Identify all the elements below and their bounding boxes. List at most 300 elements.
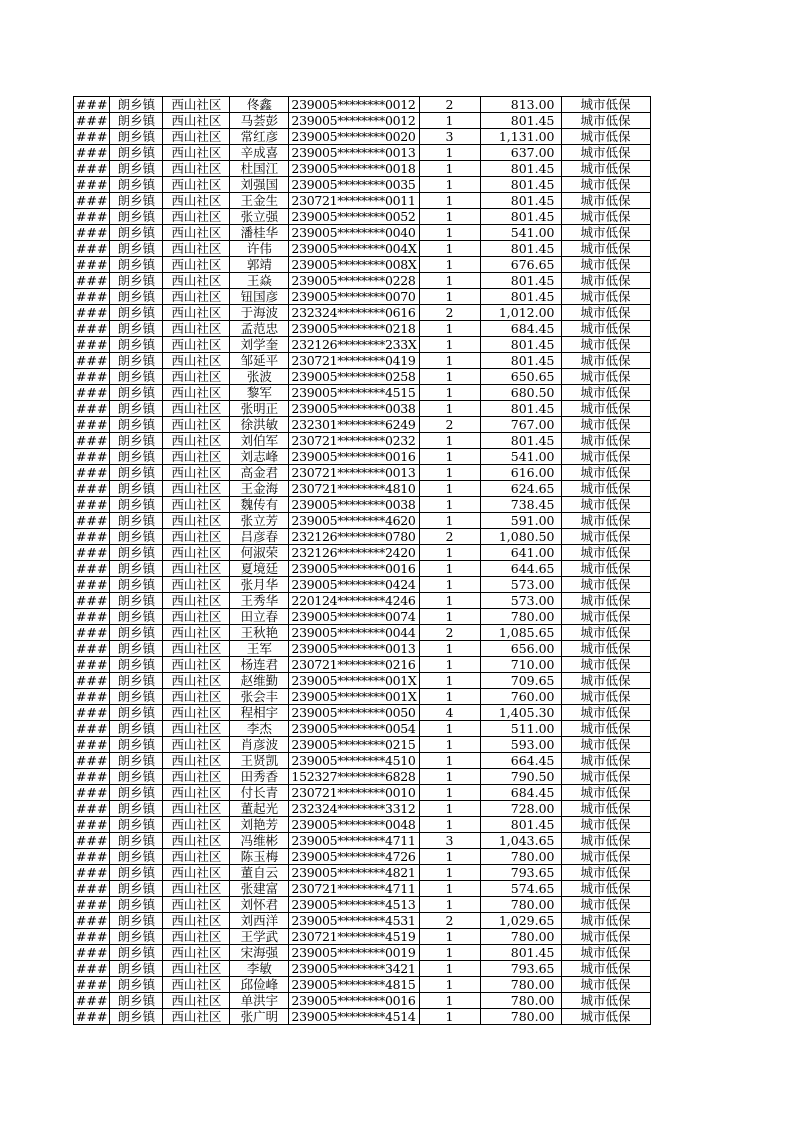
id-number-cell[interactable]: 239005********0035 (289, 177, 419, 193)
amount-cell[interactable]: 541.00 (480, 449, 561, 465)
aid-type-cell[interactable]: 城市低保 (561, 753, 650, 769)
community-cell[interactable]: 西山社区 (163, 785, 230, 801)
amount-cell[interactable]: 593.00 (480, 737, 561, 753)
aid-type-cell[interactable]: 城市低保 (561, 849, 650, 865)
amount-cell[interactable]: 664.45 (480, 753, 561, 769)
community-cell[interactable]: 西山社区 (163, 817, 230, 833)
aid-type-cell[interactable]: 城市低保 (561, 737, 650, 753)
name-cell[interactable]: 刘学奎 (230, 337, 289, 353)
name-cell[interactable]: 张波 (230, 369, 289, 385)
town-cell[interactable]: 朗乡镇 (110, 625, 163, 641)
name-cell[interactable]: 王学武 (230, 929, 289, 945)
community-cell[interactable]: 西山社区 (163, 593, 230, 609)
aid-type-cell[interactable]: 城市低保 (561, 705, 650, 721)
amount-cell[interactable]: 801.45 (480, 241, 561, 257)
town-cell[interactable]: 朗乡镇 (110, 129, 163, 145)
amount-cell[interactable]: 676.65 (480, 257, 561, 273)
household-count-cell[interactable]: 1 (419, 609, 480, 625)
id-number-cell[interactable]: 232126********2420 (289, 545, 419, 561)
name-cell[interactable]: 张会丰 (230, 689, 289, 705)
name-cell[interactable]: 刘志峰 (230, 449, 289, 465)
name-cell[interactable]: 许伟 (230, 241, 289, 257)
row-index-cell[interactable]: ### (74, 977, 110, 993)
row-index-cell[interactable]: ### (74, 865, 110, 881)
name-cell[interactable]: 张立芳 (230, 513, 289, 529)
aid-type-cell[interactable]: 城市低保 (561, 881, 650, 897)
community-cell[interactable]: 西山社区 (163, 353, 230, 369)
id-number-cell[interactable]: 239005********0012 (289, 113, 419, 129)
id-number-cell[interactable]: 230721********0010 (289, 785, 419, 801)
community-cell[interactable]: 西山社区 (163, 881, 230, 897)
amount-cell[interactable]: 780.00 (480, 977, 561, 993)
name-cell[interactable]: 辛成喜 (230, 145, 289, 161)
town-cell[interactable]: 朗乡镇 (110, 545, 163, 561)
household-count-cell[interactable]: 1 (419, 561, 480, 577)
name-cell[interactable]: 杜国江 (230, 161, 289, 177)
amount-cell[interactable]: 801.45 (480, 945, 561, 961)
town-cell[interactable]: 朗乡镇 (110, 609, 163, 625)
household-count-cell[interactable]: 1 (419, 897, 480, 913)
community-cell[interactable]: 西山社区 (163, 177, 230, 193)
amount-cell[interactable]: 511.00 (480, 721, 561, 737)
community-cell[interactable]: 西山社区 (163, 913, 230, 929)
aid-type-cell[interactable]: 城市低保 (561, 385, 650, 401)
community-cell[interactable]: 西山社区 (163, 401, 230, 417)
household-count-cell[interactable]: 1 (419, 193, 480, 209)
amount-cell[interactable]: 801.45 (480, 817, 561, 833)
name-cell[interactable]: 孟范忠 (230, 321, 289, 337)
id-number-cell[interactable]: 230721********0011 (289, 193, 419, 209)
community-cell[interactable]: 西山社区 (163, 737, 230, 753)
household-count-cell[interactable]: 1 (419, 481, 480, 497)
id-number-cell[interactable]: 239005********0044 (289, 625, 419, 641)
name-cell[interactable]: 李敏 (230, 961, 289, 977)
town-cell[interactable]: 朗乡镇 (110, 785, 163, 801)
household-count-cell[interactable]: 1 (419, 977, 480, 993)
household-count-cell[interactable]: 1 (419, 289, 480, 305)
aid-type-cell[interactable]: 城市低保 (561, 449, 650, 465)
aid-type-cell[interactable]: 城市低保 (561, 225, 650, 241)
community-cell[interactable]: 西山社区 (163, 193, 230, 209)
town-cell[interactable]: 朗乡镇 (110, 209, 163, 225)
aid-type-cell[interactable]: 城市低保 (561, 273, 650, 289)
aid-type-cell[interactable]: 城市低保 (561, 1009, 650, 1025)
name-cell[interactable]: 赵维勤 (230, 673, 289, 689)
town-cell[interactable]: 朗乡镇 (110, 289, 163, 305)
id-number-cell[interactable]: 232126********233X (289, 337, 419, 353)
town-cell[interactable]: 朗乡镇 (110, 369, 163, 385)
town-cell[interactable]: 朗乡镇 (110, 641, 163, 657)
community-cell[interactable]: 西山社区 (163, 225, 230, 241)
household-count-cell[interactable]: 1 (419, 401, 480, 417)
community-cell[interactable]: 西山社区 (163, 545, 230, 561)
aid-type-cell[interactable]: 城市低保 (561, 401, 650, 417)
id-number-cell[interactable]: 239005********0013 (289, 145, 419, 161)
town-cell[interactable]: 朗乡镇 (110, 721, 163, 737)
town-cell[interactable]: 朗乡镇 (110, 145, 163, 161)
household-count-cell[interactable]: 1 (419, 145, 480, 161)
amount-cell[interactable]: 624.65 (480, 481, 561, 497)
community-cell[interactable]: 西山社区 (163, 849, 230, 865)
name-cell[interactable]: 张建富 (230, 881, 289, 897)
household-count-cell[interactable]: 1 (419, 865, 480, 881)
id-number-cell[interactable]: 239005********0038 (289, 401, 419, 417)
aid-type-cell[interactable]: 城市低保 (561, 945, 650, 961)
row-index-cell[interactable]: ### (74, 897, 110, 913)
name-cell[interactable]: 李杰 (230, 721, 289, 737)
amount-cell[interactable]: 790.50 (480, 769, 561, 785)
name-cell[interactable]: 冯维彬 (230, 833, 289, 849)
name-cell[interactable]: 高金君 (230, 465, 289, 481)
name-cell[interactable]: 钮国彦 (230, 289, 289, 305)
id-number-cell[interactable]: 230721********0216 (289, 657, 419, 673)
name-cell[interactable]: 徐洪敏 (230, 417, 289, 433)
household-count-cell[interactable]: 1 (419, 161, 480, 177)
community-cell[interactable]: 西山社区 (163, 497, 230, 513)
id-number-cell[interactable]: 232126********0780 (289, 529, 419, 545)
name-cell[interactable]: 田秀香 (230, 769, 289, 785)
town-cell[interactable]: 朗乡镇 (110, 865, 163, 881)
row-index-cell[interactable]: ### (74, 561, 110, 577)
id-number-cell[interactable]: 239005********4711 (289, 833, 419, 849)
aid-type-cell[interactable]: 城市低保 (561, 145, 650, 161)
community-cell[interactable]: 西山社区 (163, 145, 230, 161)
aid-type-cell[interactable]: 城市低保 (561, 433, 650, 449)
aid-type-cell[interactable]: 城市低保 (561, 241, 650, 257)
amount-cell[interactable]: 684.45 (480, 321, 561, 337)
row-index-cell[interactable]: ### (74, 129, 110, 145)
row-index-cell[interactable]: ### (74, 449, 110, 465)
household-count-cell[interactable]: 2 (419, 529, 480, 545)
aid-type-cell[interactable]: 城市低保 (561, 897, 650, 913)
row-index-cell[interactable]: ### (74, 577, 110, 593)
community-cell[interactable]: 西山社区 (163, 513, 230, 529)
community-cell[interactable]: 西山社区 (163, 417, 230, 433)
row-index-cell[interactable]: ### (74, 529, 110, 545)
aid-type-cell[interactable]: 城市低保 (561, 993, 650, 1009)
id-number-cell[interactable]: 239005********0038 (289, 497, 419, 513)
household-count-cell[interactable]: 2 (419, 305, 480, 321)
town-cell[interactable]: 朗乡镇 (110, 577, 163, 593)
name-cell[interactable]: 刘怀君 (230, 897, 289, 913)
town-cell[interactable]: 朗乡镇 (110, 817, 163, 833)
household-count-cell[interactable]: 1 (419, 593, 480, 609)
town-cell[interactable]: 朗乡镇 (110, 113, 163, 129)
amount-cell[interactable]: 780.00 (480, 849, 561, 865)
amount-cell[interactable]: 573.00 (480, 577, 561, 593)
id-number-cell[interactable]: 239005********0020 (289, 129, 419, 145)
amount-cell[interactable]: 1,080.50 (480, 529, 561, 545)
community-cell[interactable]: 西山社区 (163, 833, 230, 849)
amount-cell[interactable]: 574.65 (480, 881, 561, 897)
aid-type-cell[interactable]: 城市低保 (561, 561, 650, 577)
amount-cell[interactable]: 801.45 (480, 401, 561, 417)
community-cell[interactable]: 西山社区 (163, 97, 230, 113)
row-index-cell[interactable]: ### (74, 849, 110, 865)
community-cell[interactable]: 西山社区 (163, 481, 230, 497)
community-cell[interactable]: 西山社区 (163, 433, 230, 449)
town-cell[interactable]: 朗乡镇 (110, 481, 163, 497)
amount-cell[interactable]: 573.00 (480, 593, 561, 609)
amount-cell[interactable]: 813.00 (480, 97, 561, 113)
community-cell[interactable]: 西山社区 (163, 865, 230, 881)
town-cell[interactable]: 朗乡镇 (110, 513, 163, 529)
row-index-cell[interactable]: ### (74, 753, 110, 769)
town-cell[interactable]: 朗乡镇 (110, 465, 163, 481)
community-cell[interactable]: 西山社区 (163, 209, 230, 225)
aid-type-cell[interactable]: 城市低保 (561, 97, 650, 113)
id-number-cell[interactable]: 232324********3312 (289, 801, 419, 817)
household-count-cell[interactable]: 1 (419, 881, 480, 897)
household-count-cell[interactable]: 1 (419, 337, 480, 353)
row-index-cell[interactable]: ### (74, 913, 110, 929)
name-cell[interactable]: 董起光 (230, 801, 289, 817)
name-cell[interactable]: 付长青 (230, 785, 289, 801)
amount-cell[interactable]: 1,043.65 (480, 833, 561, 849)
amount-cell[interactable]: 650.65 (480, 369, 561, 385)
id-number-cell[interactable]: 239005********0016 (289, 561, 419, 577)
community-cell[interactable]: 西山社区 (163, 369, 230, 385)
id-number-cell[interactable]: 239005********4514 (289, 1009, 419, 1025)
row-index-cell[interactable]: ### (74, 929, 110, 945)
amount-cell[interactable]: 801.45 (480, 353, 561, 369)
household-count-cell[interactable]: 1 (419, 545, 480, 561)
community-cell[interactable]: 西山社区 (163, 897, 230, 913)
town-cell[interactable]: 朗乡镇 (110, 417, 163, 433)
household-count-cell[interactable]: 1 (419, 817, 480, 833)
aid-type-cell[interactable]: 城市低保 (561, 913, 650, 929)
household-count-cell[interactable]: 4 (419, 705, 480, 721)
row-index-cell[interactable]: ### (74, 833, 110, 849)
id-number-cell[interactable]: 152327********6828 (289, 769, 419, 785)
household-count-cell[interactable]: 1 (419, 449, 480, 465)
household-count-cell[interactable]: 2 (419, 625, 480, 641)
aid-type-cell[interactable]: 城市低保 (561, 353, 650, 369)
name-cell[interactable]: 吕彦春 (230, 529, 289, 545)
community-cell[interactable]: 西山社区 (163, 385, 230, 401)
amount-cell[interactable]: 801.45 (480, 433, 561, 449)
household-count-cell[interactable]: 3 (419, 129, 480, 145)
amount-cell[interactable]: 709.65 (480, 673, 561, 689)
id-number-cell[interactable]: 239005********4821 (289, 865, 419, 881)
town-cell[interactable]: 朗乡镇 (110, 689, 163, 705)
row-index-cell[interactable]: ### (74, 273, 110, 289)
amount-cell[interactable]: 780.00 (480, 609, 561, 625)
row-index-cell[interactable]: ### (74, 625, 110, 641)
row-index-cell[interactable]: ### (74, 737, 110, 753)
name-cell[interactable]: 郭靖 (230, 257, 289, 273)
name-cell[interactable]: 张月华 (230, 577, 289, 593)
row-index-cell[interactable]: ### (74, 369, 110, 385)
town-cell[interactable]: 朗乡镇 (110, 97, 163, 113)
name-cell[interactable]: 佟鑫 (230, 97, 289, 113)
aid-type-cell[interactable]: 城市低保 (561, 497, 650, 513)
community-cell[interactable]: 西山社区 (163, 609, 230, 625)
amount-cell[interactable]: 1,029.65 (480, 913, 561, 929)
community-cell[interactable]: 西山社区 (163, 289, 230, 305)
name-cell[interactable]: 邱俭峰 (230, 977, 289, 993)
town-cell[interactable]: 朗乡镇 (110, 753, 163, 769)
town-cell[interactable]: 朗乡镇 (110, 913, 163, 929)
name-cell[interactable]: 单洪宇 (230, 993, 289, 1009)
amount-cell[interactable]: 728.00 (480, 801, 561, 817)
id-number-cell[interactable]: 239005********0070 (289, 289, 419, 305)
community-cell[interactable]: 西山社区 (163, 257, 230, 273)
row-index-cell[interactable]: ### (74, 209, 110, 225)
name-cell[interactable]: 刘西洋 (230, 913, 289, 929)
community-cell[interactable]: 西山社区 (163, 561, 230, 577)
town-cell[interactable]: 朗乡镇 (110, 449, 163, 465)
name-cell[interactable]: 刘伯军 (230, 433, 289, 449)
row-index-cell[interactable]: ### (74, 1009, 110, 1025)
household-count-cell[interactable]: 1 (419, 433, 480, 449)
amount-cell[interactable]: 591.00 (480, 513, 561, 529)
aid-type-cell[interactable]: 城市低保 (561, 673, 650, 689)
town-cell[interactable]: 朗乡镇 (110, 801, 163, 817)
community-cell[interactable]: 西山社区 (163, 801, 230, 817)
aid-type-cell[interactable]: 城市低保 (561, 769, 650, 785)
household-count-cell[interactable]: 1 (419, 993, 480, 1009)
row-index-cell[interactable]: ### (74, 97, 110, 113)
row-index-cell[interactable]: ### (74, 769, 110, 785)
community-cell[interactable]: 西山社区 (163, 241, 230, 257)
town-cell[interactable]: 朗乡镇 (110, 337, 163, 353)
row-index-cell[interactable]: ### (74, 417, 110, 433)
town-cell[interactable]: 朗乡镇 (110, 193, 163, 209)
row-index-cell[interactable]: ### (74, 145, 110, 161)
household-count-cell[interactable]: 1 (419, 241, 480, 257)
id-number-cell[interactable]: 239005********001X (289, 689, 419, 705)
town-cell[interactable]: 朗乡镇 (110, 257, 163, 273)
amount-cell[interactable]: 616.00 (480, 465, 561, 481)
name-cell[interactable]: 于海波 (230, 305, 289, 321)
aid-type-cell[interactable]: 城市低保 (561, 193, 650, 209)
name-cell[interactable]: 刘艳芳 (230, 817, 289, 833)
row-index-cell[interactable]: ### (74, 641, 110, 657)
row-index-cell[interactable]: ### (74, 657, 110, 673)
household-count-cell[interactable]: 1 (419, 721, 480, 737)
town-cell[interactable]: 朗乡镇 (110, 593, 163, 609)
household-count-cell[interactable]: 1 (419, 257, 480, 273)
household-count-cell[interactable]: 1 (419, 961, 480, 977)
household-count-cell[interactable]: 1 (419, 849, 480, 865)
name-cell[interactable]: 陈玉梅 (230, 849, 289, 865)
town-cell[interactable]: 朗乡镇 (110, 673, 163, 689)
household-count-cell[interactable]: 1 (419, 385, 480, 401)
household-count-cell[interactable]: 1 (419, 225, 480, 241)
row-index-cell[interactable]: ### (74, 401, 110, 417)
row-index-cell[interactable]: ### (74, 785, 110, 801)
community-cell[interactable]: 西山社区 (163, 961, 230, 977)
row-index-cell[interactable]: ### (74, 993, 110, 1009)
aid-type-cell[interactable]: 城市低保 (561, 721, 650, 737)
id-number-cell[interactable]: 232301********6249 (289, 417, 419, 433)
aid-type-cell[interactable]: 城市低保 (561, 113, 650, 129)
name-cell[interactable]: 肖彦波 (230, 737, 289, 753)
id-number-cell[interactable]: 239005********4515 (289, 385, 419, 401)
amount-cell[interactable]: 1,012.00 (480, 305, 561, 321)
town-cell[interactable]: 朗乡镇 (110, 401, 163, 417)
id-number-cell[interactable]: 239005********0258 (289, 369, 419, 385)
id-number-cell[interactable]: 239005********0228 (289, 273, 419, 289)
town-cell[interactable]: 朗乡镇 (110, 225, 163, 241)
town-cell[interactable]: 朗乡镇 (110, 529, 163, 545)
id-number-cell[interactable]: 239005********0012 (289, 97, 419, 113)
amount-cell[interactable]: 780.00 (480, 993, 561, 1009)
id-number-cell[interactable]: 230721********0232 (289, 433, 419, 449)
community-cell[interactable]: 西山社区 (163, 689, 230, 705)
amount-cell[interactable]: 684.45 (480, 785, 561, 801)
row-index-cell[interactable]: ### (74, 433, 110, 449)
aid-type-cell[interactable]: 城市低保 (561, 545, 650, 561)
community-cell[interactable]: 西山社区 (163, 161, 230, 177)
community-cell[interactable]: 西山社区 (163, 721, 230, 737)
name-cell[interactable]: 王军 (230, 641, 289, 657)
name-cell[interactable]: 田立春 (230, 609, 289, 625)
row-index-cell[interactable]: ### (74, 321, 110, 337)
row-index-cell[interactable]: ### (74, 465, 110, 481)
household-count-cell[interactable]: 1 (419, 321, 480, 337)
row-index-cell[interactable]: ### (74, 801, 110, 817)
amount-cell[interactable]: 780.00 (480, 1009, 561, 1025)
name-cell[interactable]: 魏传有 (230, 497, 289, 513)
id-number-cell[interactable]: 239005********0016 (289, 993, 419, 1009)
id-number-cell[interactable]: 239005********0074 (289, 609, 419, 625)
aid-type-cell[interactable]: 城市低保 (561, 641, 650, 657)
household-count-cell[interactable]: 1 (419, 513, 480, 529)
id-number-cell[interactable]: 239005********0218 (289, 321, 419, 337)
row-index-cell[interactable]: ### (74, 241, 110, 257)
town-cell[interactable]: 朗乡镇 (110, 353, 163, 369)
town-cell[interactable]: 朗乡镇 (110, 305, 163, 321)
aid-type-cell[interactable]: 城市低保 (561, 961, 650, 977)
community-cell[interactable]: 西山社区 (163, 993, 230, 1009)
community-cell[interactable]: 西山社区 (163, 657, 230, 673)
row-index-cell[interactable]: ### (74, 721, 110, 737)
aid-type-cell[interactable]: 城市低保 (561, 609, 650, 625)
town-cell[interactable]: 朗乡镇 (110, 769, 163, 785)
id-number-cell[interactable]: 239005********0050 (289, 705, 419, 721)
row-index-cell[interactable]: ### (74, 257, 110, 273)
community-cell[interactable]: 西山社区 (163, 929, 230, 945)
household-count-cell[interactable]: 1 (419, 465, 480, 481)
name-cell[interactable]: 宋海强 (230, 945, 289, 961)
aid-type-cell[interactable]: 城市低保 (561, 801, 650, 817)
town-cell[interactable]: 朗乡镇 (110, 705, 163, 721)
amount-cell[interactable]: 637.00 (480, 145, 561, 161)
id-number-cell[interactable]: 239005********4531 (289, 913, 419, 929)
amount-cell[interactable]: 780.00 (480, 897, 561, 913)
household-count-cell[interactable]: 2 (419, 97, 480, 113)
aid-type-cell[interactable]: 城市低保 (561, 337, 650, 353)
town-cell[interactable]: 朗乡镇 (110, 273, 163, 289)
id-number-cell[interactable]: 239005********0054 (289, 721, 419, 737)
household-count-cell[interactable]: 1 (419, 737, 480, 753)
name-cell[interactable]: 王金生 (230, 193, 289, 209)
community-cell[interactable]: 西山社区 (163, 321, 230, 337)
community-cell[interactable]: 西山社区 (163, 625, 230, 641)
aid-type-cell[interactable]: 城市低保 (561, 577, 650, 593)
amount-cell[interactable]: 793.65 (480, 865, 561, 881)
community-cell[interactable]: 西山社区 (163, 337, 230, 353)
town-cell[interactable]: 朗乡镇 (110, 849, 163, 865)
row-index-cell[interactable]: ### (74, 337, 110, 353)
household-count-cell[interactable]: 1 (419, 785, 480, 801)
id-number-cell[interactable]: 220124********4246 (289, 593, 419, 609)
id-number-cell[interactable]: 239005********001X (289, 673, 419, 689)
town-cell[interactable]: 朗乡镇 (110, 385, 163, 401)
amount-cell[interactable]: 801.45 (480, 161, 561, 177)
